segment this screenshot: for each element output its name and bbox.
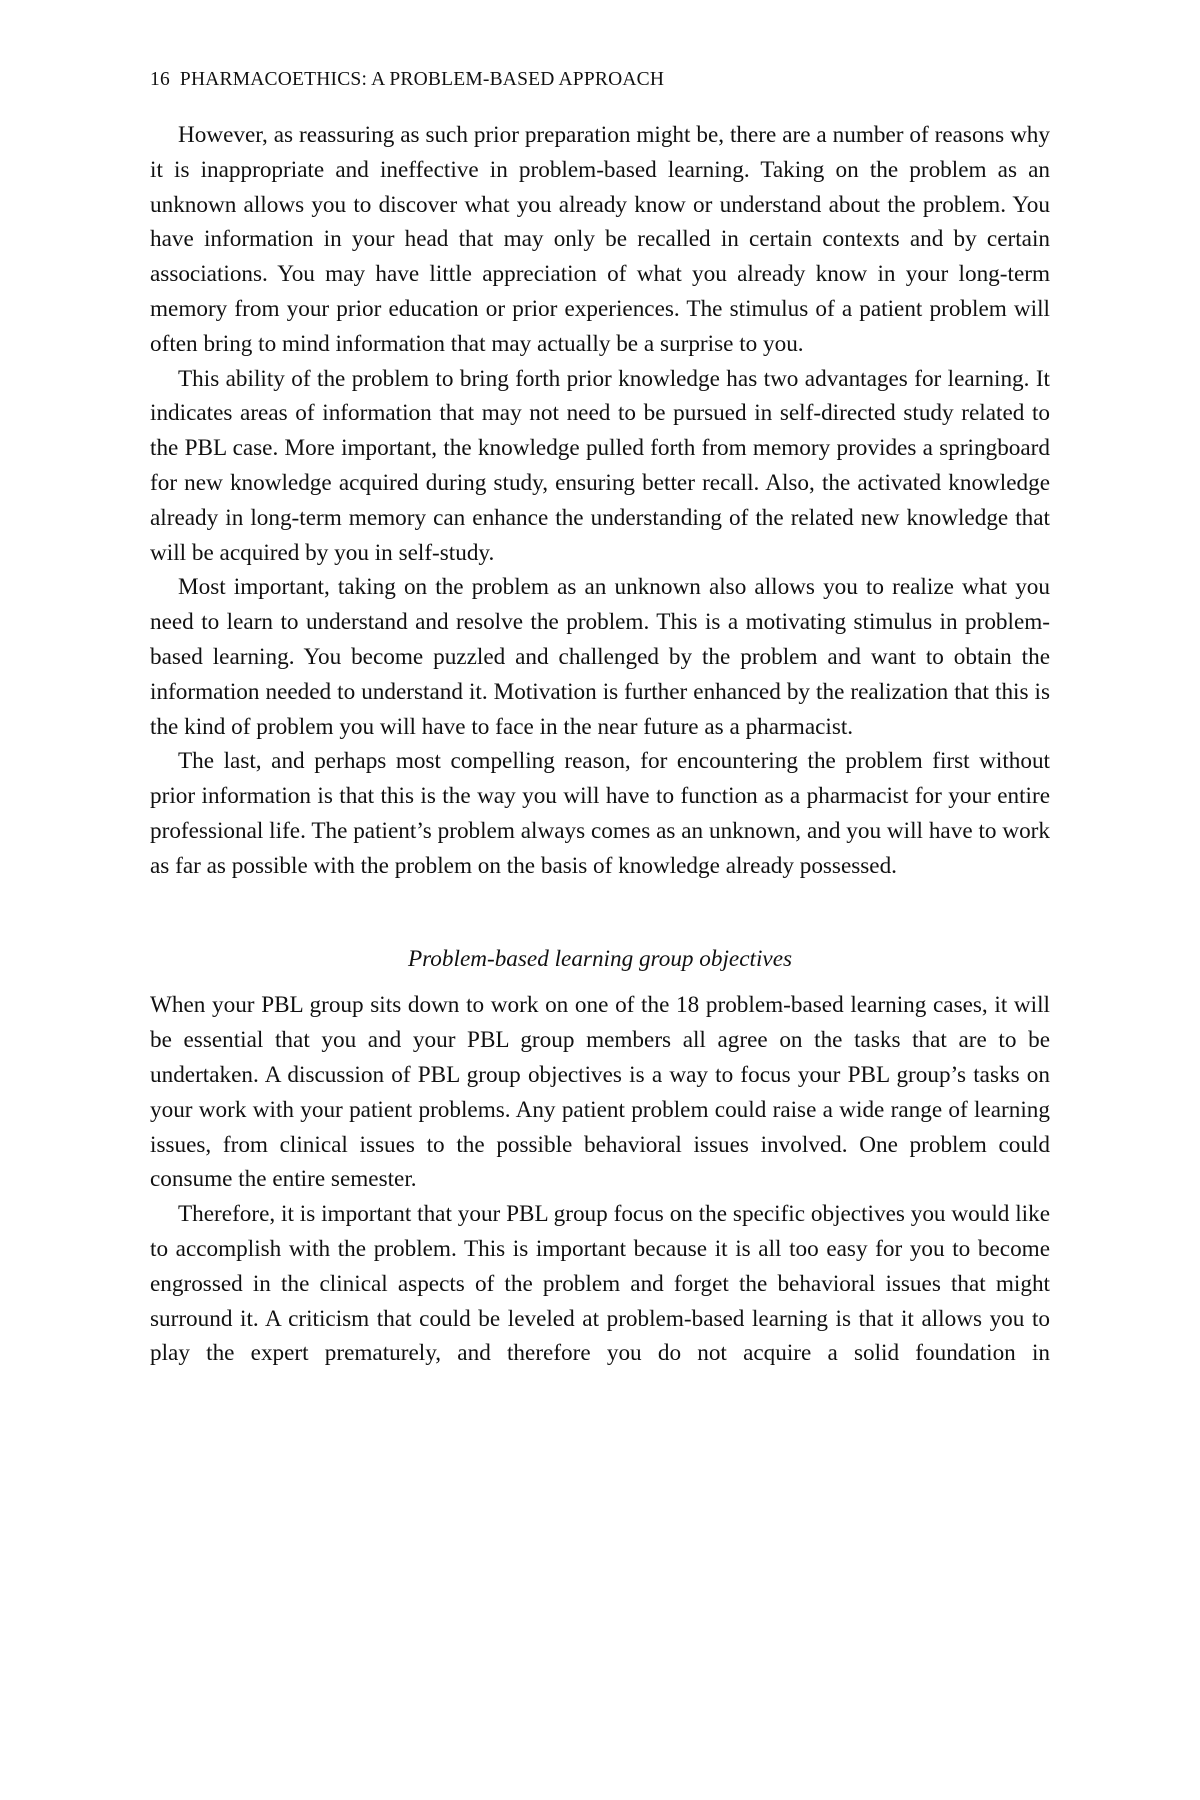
book-page [150,66,1050,1371]
paragraph-group-tasks: When your PBL group sits down to work on one of the 18 problem-based learning cases, it will be essential that you and your PBL group members all agree on the tasks that are to be undertaken. A discussion of PBL group objectives is a way to focus your PBL group’s tasks on your work with your patient problems. Any patient problem could raise a wide range of learning issues, from clinical issues to the possible behavioral issues involved. One problem could consume the entire semester. [150,992,1050,1193]
paragraph-prior-knowledge: This ability of the problem to bring forth prior knowledge has two advantages for learning. It indicates areas of information that may not need to be pursued in self-directed study related to the PBL case. More important, the knowledge pulled forth from memory provides a springboard for new knowledge acquired during study, ensuring better recall. Also, the activated knowledge already in long-term memory can enhance the understanding of the related new knowledge that will be acquired by you in self-study. [150,365,1050,566]
section-heading: Problem-based learning group objectives [407,945,793,972]
paragraph-professional-life: The last, and perhaps most compelling reason, for encountering the problem first without prior information is that this is the way you will have to function as a pharmacist for your entire professional life. The patient’s problem always comes as an unknown, and you will have to work as far as possible with the problem on the basis of knowledge already possessed. [150,748,1050,879]
paragraph-prior-preparation: However, as reassuring as such prior preparation might be, there are a number of reasons why it is inappropriate and ineffective in problem-based learning. Taking on the problem as an unknown allows you to discover what you already know or understand about the problem. You have information in your head that may only be recalled in certain contexts and by certain associations. You may have little appreciation of what you already know in your long-term memory from your prior education or prior experiences. The stimulus of a patient problem will often bring to mind information that may actually be a surprise to you. [150,122,1050,357]
body-text [150,118,1050,1371]
running-title: PHARMACOETHICS: A PROBLEM-BASED APPROACH [179,69,665,90]
paragraph-specific-objectives: Therefore, it is important that your PBL group focus on the specific objectives you would like to accomplish with the problem. This is important because it is all too easy for you to become engrossed in the clinical aspects of the problem and forget the behavioral issues that might surround it. A criticism that could be leveled at problem-based learning is that it allows you to play the expert prematurely, and therefore you do not acquire a solid foundation in [150,1201,1050,1367]
page-number: 16 [150,69,170,90]
running-head [150,66,1050,94]
paragraph-motivation: Most important, taking on the problem as an unknown also allows you to realize what you need to learn to understand and resolve the problem. This is a motivating stimulus in problem-based learning. You become puzzled and challenged by the problem and want to obtain the information needed to understand it. Motivation is further enhanced by the realization that this is the kind of problem you will have to face in the near future as a pharmacist. [150,574,1050,740]
